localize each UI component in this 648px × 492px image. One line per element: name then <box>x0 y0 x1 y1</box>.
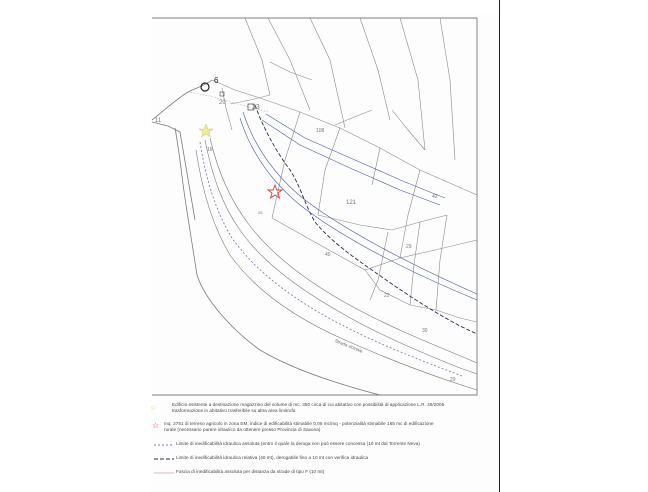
road-label: Strada vicinale <box>334 338 364 354</box>
blue-dash-line-icon <box>154 443 174 447</box>
parcel-label: 42 <box>432 194 438 200</box>
red-star-icon: ☆ <box>152 421 160 430</box>
parcel-label: 30 <box>422 328 428 334</box>
legend-text: trasformazione in abitativo trasferibile su altra area limitrofa <box>172 408 296 413</box>
parcel-label: 108 <box>316 128 325 134</box>
absolute-hydraulic-limit-line <box>200 142 462 376</box>
parcel-label: 29 <box>450 377 456 383</box>
parcel-label: 23 <box>252 104 260 111</box>
parcel-label: 25 <box>258 210 263 215</box>
river-lines <box>196 138 477 390</box>
parcel-label: 20 <box>219 100 226 106</box>
legend-text: Limite di inedificabilità idraulica assoluta (entro il quale la deroga non può essere concessa (10 mt dal Torrente Neva) <box>176 441 420 446</box>
road-lines <box>240 112 477 300</box>
parcel-boundaries <box>212 18 477 322</box>
yellow-star-icon: ☆ <box>150 405 157 412</box>
legend-text: rurale (necessario parere idraulico da ottenere presso Provincia di Savona) <box>164 427 321 432</box>
existing-building-star <box>199 124 213 137</box>
parcel-label: 121 <box>346 200 357 206</box>
parcel-label: 11 <box>155 118 162 124</box>
parcel-label: 16 <box>207 147 213 153</box>
map-frame <box>152 18 477 395</box>
legend-text: Limite di inedificabilità idraulica relativa (40 mt), derogabile fino a 10 mt con verifica idraulica <box>176 455 369 460</box>
parcel-label: 40 <box>325 252 331 258</box>
relative-hydraulic-limit-line <box>255 105 477 334</box>
buildable-land-star <box>268 185 282 198</box>
dark-dash-line-icon <box>154 457 174 461</box>
legend-text: Fascia di inedificabilità assoluta per distanza da strade di tipo F (10 mt) <box>176 469 325 474</box>
legend-text: Edificio esistente a destinazione magazzino del volume di mc. 350 circa di cui abitativo con possibilità di applicazione L.R. 49/2005 <box>172 402 445 407</box>
parcel-label: 29 <box>406 244 412 250</box>
parcel-label: 6 <box>214 76 219 85</box>
legend-text: mq. 2751 di terreno agricolo in zona EM, indice di edificabilità stimabile 0,06 mc/mq - potenzialità stimabile 165 mc di edificazione <box>164 421 434 426</box>
parcel-label: 22 <box>384 293 390 299</box>
light-line-icon <box>154 471 174 475</box>
